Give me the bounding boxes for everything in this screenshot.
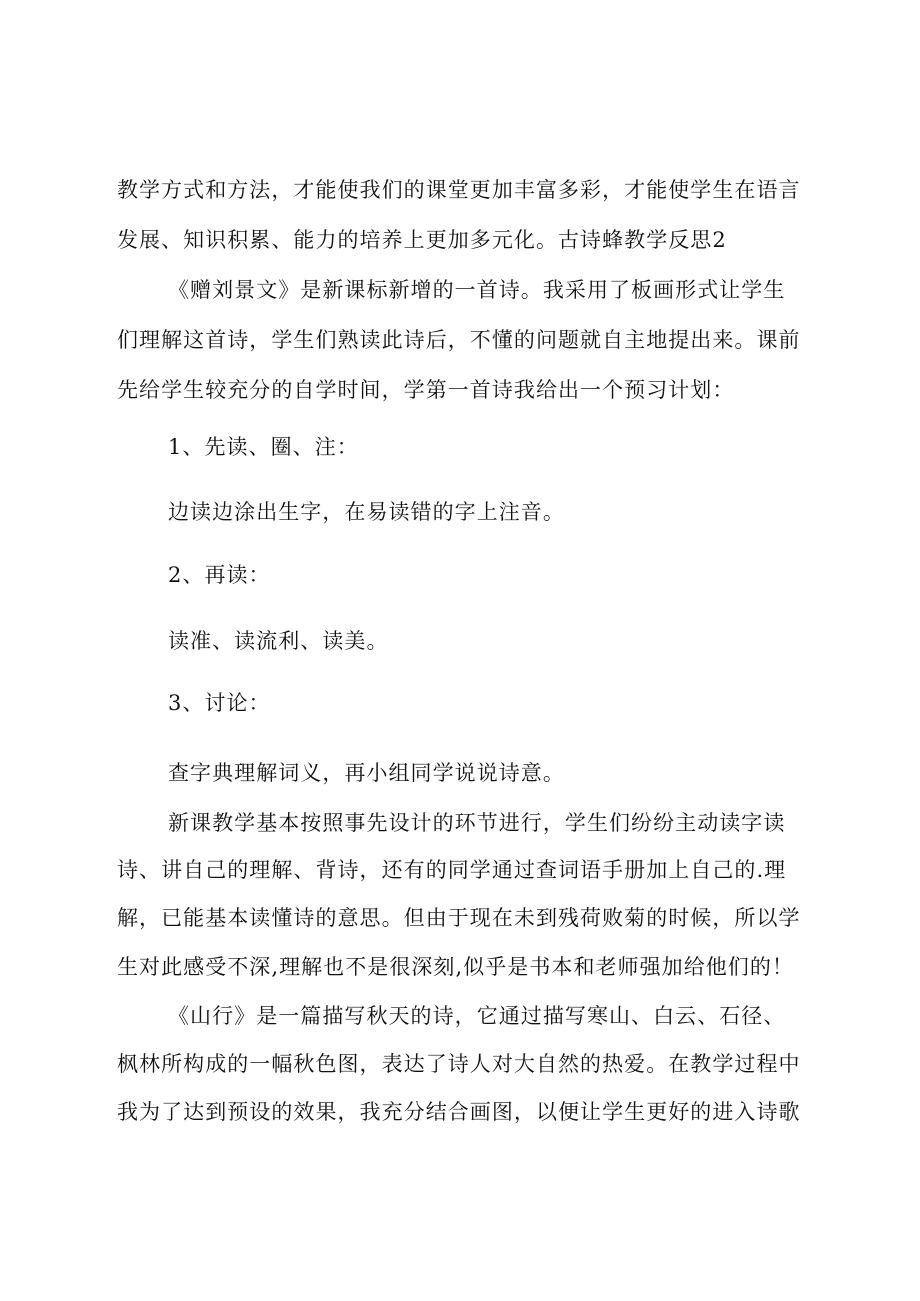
text-line-5: 先给学生较充分的自学时间，学第一首诗我给出一个预习计划： bbox=[117, 378, 735, 402]
text-line-3: 《赠刘景文》是新课标新增的一首诗。我采用了板画形式让学生 bbox=[168, 278, 786, 302]
list-item-1-detail: 边读边涂出生字，在易读错的字上注音。 bbox=[168, 500, 565, 524]
text-line-4: 们理解这首诗，学生们熟读此诗后，不懂的问题就自主地提出来。课前 bbox=[117, 328, 801, 352]
text-line-2: 发展、知识积累、能力的培养上更加多元化。古诗蜂教学反思2 bbox=[117, 228, 727, 252]
list-item-2: 2、再读： bbox=[168, 563, 271, 587]
text-line-15: 生对此感受不深,理解也不是很深刻,似乎是书本和老师强加给他们的！ bbox=[117, 955, 794, 979]
list-item-2-detail: 读准、读流利、读美。 bbox=[168, 629, 389, 653]
text-line-18: 我为了达到预设的效果，我充分结合画图，以便让学生更好的进入诗歌 bbox=[117, 1100, 801, 1124]
text-line-13: 诗、讲自己的理解、背诗，还有的同学通过查词语手册加上自己的.理 bbox=[117, 858, 787, 882]
text-line-14: 解，已能基本读懂诗的意思。但由于现在未到残荷败菊的时候，所以学 bbox=[117, 906, 801, 930]
list-item-1: 1、先读、圈、注： bbox=[168, 435, 359, 459]
text-line-1: 教学方式和方法，才能使我们的课堂更加丰富多彩，才能使学生在语言 bbox=[117, 178, 801, 202]
text-line-12: 新课教学基本按照事先设计的环节进行，学生们纷纷主动读字读 bbox=[168, 811, 786, 835]
text-line-17: 枫林所构成的一幅秋色图，表达了诗人对大自然的热爱。在教学过程中 bbox=[117, 1052, 801, 1076]
text-line-16: 《山行》是一篇描写秋天的诗，它通过描写寒山、白云、石径、 bbox=[168, 1004, 786, 1028]
list-item-3-detail: 查字典理解词义，再小组同学说说诗意。 bbox=[168, 761, 565, 785]
list-item-3: 3、讨论： bbox=[168, 691, 271, 715]
